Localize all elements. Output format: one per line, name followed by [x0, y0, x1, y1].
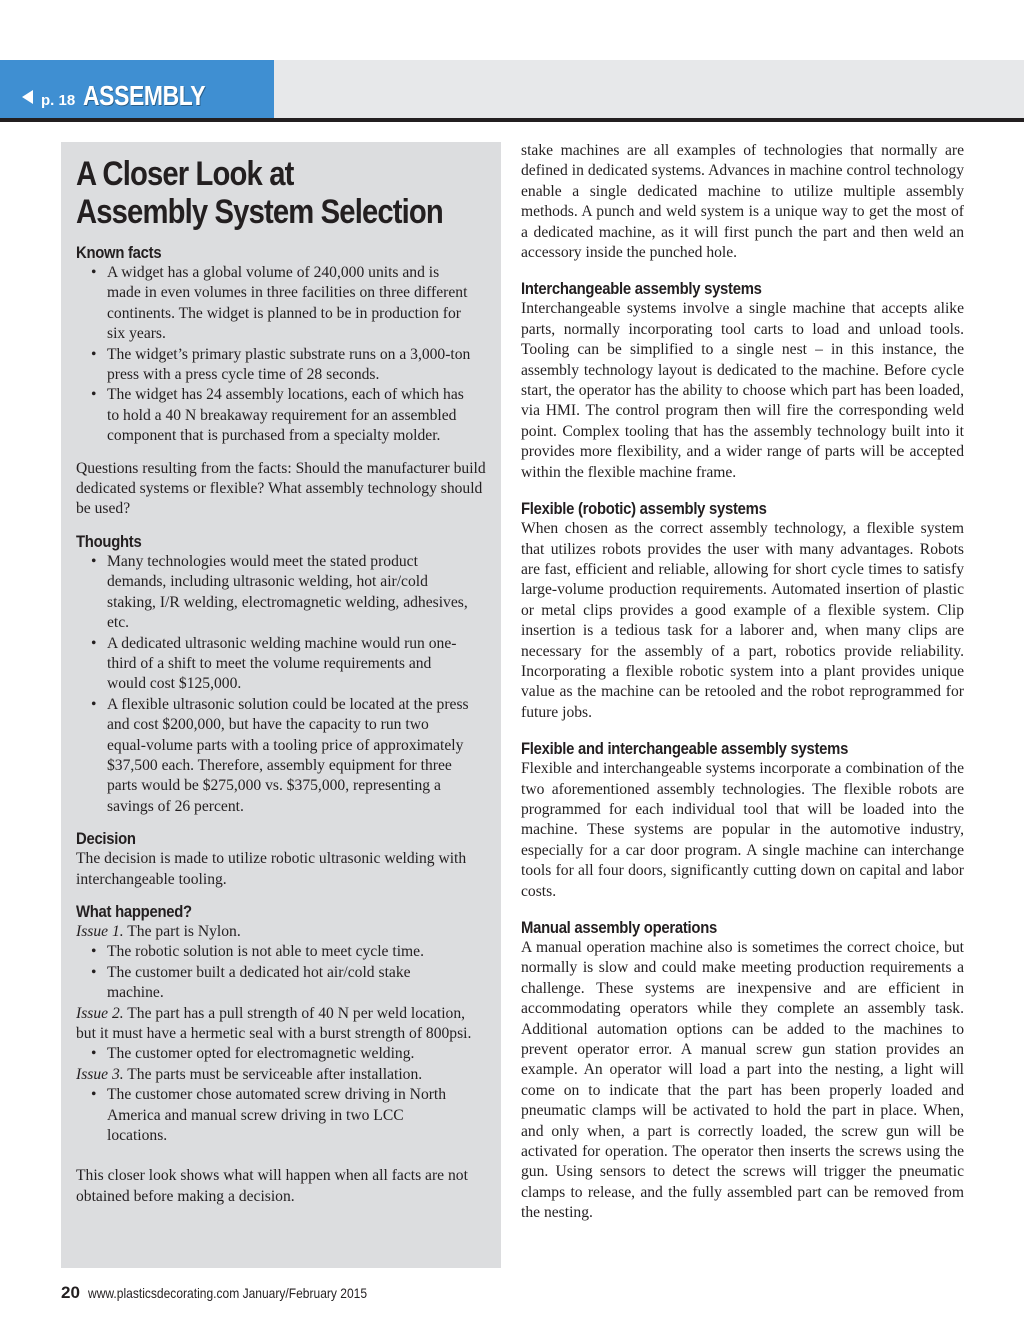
known-facts-heading: Known facts	[76, 244, 162, 262]
conclusion-paragraph: This closer look shows what will happen when all facts are not obtained before making a decision.	[76, 1167, 468, 1205]
back-arrow-icon[interactable]	[22, 90, 33, 104]
known-facts-list	[76, 263, 471, 447]
page-reference[interactable]: p. 18	[41, 92, 76, 109]
section-tab[interactable]	[0, 60, 274, 118]
manual-assembly-text: A manual operation machine also is sometimes the correct choice, but normally is slow and could make meeting production requirements a challenge. These systems are inexpensive and are efficient in accommodating operators while they complete an assembly task. Additional automation options can be added to the machines to prevent operator error. A manual screw gun station provides an example. An operator will load a part into the nesting, a light will come on to indicate that the part has been properly loaded and pneumatic clamps will be activated to hold the part in place. When, and only when, a part is correctly loaded, the screw gun will be activated for operation. The operator then inserts the screws using the gun. Using sensors to detect the screws will trigger the pneumatic clamps to release, and the fully assembled part can be removed from the nesting.	[521, 939, 964, 1222]
list-item: • The customer opted for electromagnetic welding.	[107, 1044, 471, 1064]
list-item: • A widget has a global volume of 240,000 units and is made in even volumes in three facilities on three different continents. The widget is planned to be in production for six years.	[107, 263, 471, 345]
known-facts-section	[76, 243, 487, 447]
list-item: • The robotic solution is not able to meet cycle time.	[107, 942, 471, 962]
issue-3-list	[76, 1085, 471, 1146]
flexible-robotic-text: When chosen as the correct assembly technology, a flexible system that utilizes robots provides the user with many advantages. Robots are fast, efficient and reliable, allowing for short cycle times to satisfy large-volume production requirements. Automated insertion of plastic or metal clips provides a good example of a flexible system. Clip insertion is a tedious task for a laborer and, when many clips are necessary for the assembly of a part, robotics provide reliability. Incorporating a flexible robotic system into a plant provides unique value as the machine can be retooled and the robot reprogrammed for future jobs.	[521, 520, 964, 721]
what-happened-heading: What happened?	[76, 902, 192, 921]
list-item: • The widget’s primary plastic substrate runs on a 3,000-ton press with a press cycle time of 28 seconds.	[107, 345, 482, 386]
page-footer	[61, 1283, 412, 1303]
issue-2: Issue 2. The part has a pull strength of 40 N per weld location, but it must have a hermetic seal with a burst strength of 800psi.	[76, 1004, 472, 1042]
thoughts-list	[76, 552, 471, 817]
issue-1-list	[76, 942, 471, 1003]
intro-paragraph: stake machines are all examples of technologies that normally are defined in dedicated systems. Advances in machine control technology enable a single dedicated machine to utilize multiple assembly methods. A punch and weld system is a unique way to get the most of a dedicated machine, as it will first punch the part and then weld an accessory inside the punched hole.	[521, 142, 964, 262]
issue-1: Issue 1. The part is Nylon.	[76, 922, 241, 940]
header-rule	[0, 118, 1024, 122]
page-number: 20	[61, 1283, 80, 1302]
flexible-robotic-heading: Flexible (robotic) assembly systems	[521, 500, 767, 519]
questions-paragraph: Questions resulting from the facts: Should the manufacturer build dedicated systems or flexible? What assembly technology should be used?	[76, 459, 486, 518]
interchangeable-text: Interchangeable systems involve a single machine that accepts alike parts, normally incorporating tool carts to load and unload tools. Tooling can be simplified to a single nest – in this instance, the assembly technology layout is dedicated to the machine. Before cycle start, the operator has the ability to choose which part has been loaded, via HMI. The control program then will fire the corresponding weld point. Complex tooling that has the assembly technology built into it provides more flexibility, and a wider range of parts will be accepted within the flexible machine frame.	[521, 300, 964, 481]
what-happened-section	[76, 902, 487, 1207]
list-item: • The customer chose automated screw driving in North America and manual screw driving in two LCC locations.	[107, 1085, 463, 1146]
decision-heading: Decision	[76, 830, 136, 849]
manual-assembly-heading: Manual assembly operations	[521, 919, 718, 937]
flexible-interchangeable-text: Flexible and interchangeable systems incorporate a combination of the two aforementioned assembly technologies. The flexible robots are programmed for each individual tool that will be loaded into the machine. These systems are popular in the automotive industry, especially for a car door program. A single machine can interchange tools for all four doors, significantly cutting down on capital and labor costs.	[521, 760, 964, 900]
list-item: • The widget has 24 assembly locations, each of which has to hold a 40 N breakaway requirement for an assembled component that is purchased from a specialty molder.	[107, 385, 467, 446]
sidebar-box	[61, 142, 501, 1268]
decision-text: The decision is made to utilize robotic ultrasonic welding with interchangeable tooling.	[76, 850, 467, 888]
flexible-interchangeable-heading: Flexible and interchangeable assembly systems	[521, 740, 849, 759]
main-column	[521, 141, 964, 1224]
list-item: • A flexible ultrasonic solution could be located at the press and cost $200,000, but have the capacity to run two equal-volume parts with a tooling price of approximately $37,500 each. Therefore, assembly equipment for three parts would be $275,000 vs. $375,000, representing a savings of 26 percent.	[107, 695, 471, 817]
issue-3: Issue 3. The parts must be serviceable after installation.	[76, 1065, 423, 1083]
section-title: ASSEMBLY	[83, 80, 206, 111]
list-item: • A dedicated ultrasonic welding machine would run one-third of a shift to meet the volume requirements and would cost $125,000.	[107, 634, 459, 695]
footer-url-issue[interactable]: www.plasticsdecorating.com January/February 2015	[87, 1285, 367, 1301]
interchangeable-heading: Interchangeable assembly systems	[521, 280, 762, 299]
list-item: • The customer built a dedicated hot air/cold stake machine.	[107, 963, 467, 1004]
thoughts-heading: Thoughts	[76, 532, 142, 551]
list-item: • Many technologies would meet the stated product demands, including ultrasonic welding, hot air/cold staking, I/R welding, electromagnetic welding, adhesives, etc.	[107, 552, 471, 634]
thoughts-section	[76, 532, 487, 817]
issue-2-list	[76, 1044, 471, 1064]
sidebar-title: A Closer Look at Assembly System Selection	[76, 155, 443, 231]
decision-section	[76, 829, 487, 890]
